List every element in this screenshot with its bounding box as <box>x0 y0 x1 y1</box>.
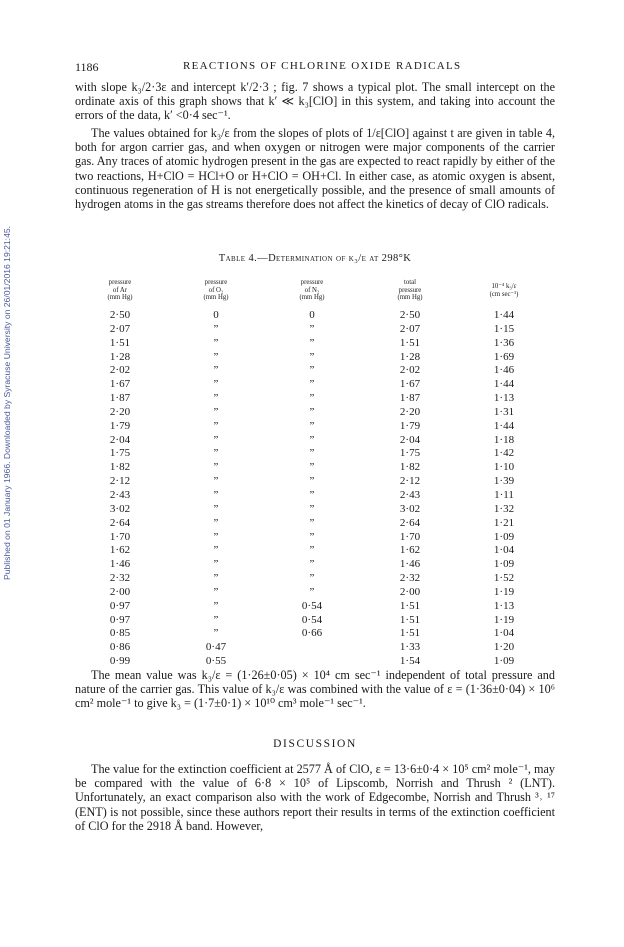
column-n2 <box>282 309 342 669</box>
table-cell: 1·15 <box>493 322 515 335</box>
table-cell: ” <box>309 350 315 363</box>
table-cell: 1·44 <box>493 378 515 391</box>
table-cell: 0·86 <box>109 641 131 654</box>
table-cell: 1·62 <box>399 544 421 557</box>
table-cell: 1·19 <box>493 585 515 598</box>
table-cell: 1·28 <box>399 350 421 363</box>
table-cell: 1·70 <box>109 530 131 543</box>
table-cell: ” <box>213 530 219 543</box>
table-cell: 1·28 <box>109 350 131 363</box>
table-cell: 2·00 <box>399 585 421 598</box>
paragraph-intro: with slope k₃/2·3ε and intercept k′/2·3 ; fig. 7 shows a typical plot. The small intercept on the ordinate axis of this graph shows that k′ ≪ k₃[ClO] in this system, and taking into account the errors of the data, k′ <0·4 sec⁻¹. <box>75 80 555 123</box>
table-cell: ” <box>213 475 219 488</box>
table-cell: 1·18 <box>493 433 515 446</box>
table-cell: 2·43 <box>109 488 131 501</box>
table-cell: 2·20 <box>109 405 131 418</box>
table-cell: ” <box>213 405 219 418</box>
table-cell: 1·67 <box>109 378 131 391</box>
table-cell: 1·44 <box>493 419 515 432</box>
table-caption-title: —Determination of k₃/ε at 298°K <box>257 253 412 264</box>
page-header <box>75 60 555 76</box>
table-cell: 1·04 <box>493 544 515 557</box>
column-o2 <box>186 309 246 669</box>
table-cell: 1·20 <box>493 641 515 654</box>
table-cell: 1·79 <box>109 419 131 432</box>
table-cell: 1·09 <box>493 530 515 543</box>
table-cell: 1·39 <box>493 475 515 488</box>
table-cell: 1·70 <box>399 530 421 543</box>
table-cell: 1·33 <box>399 641 421 654</box>
table-cell: 0·47 <box>205 641 227 654</box>
table-cell: ” <box>309 516 315 529</box>
table-cell: ” <box>213 488 219 501</box>
table-cell: 0·55 <box>205 655 227 668</box>
table-cell: ” <box>309 572 315 585</box>
table-cell: ” <box>213 516 219 529</box>
table-cell: 2·50 <box>399 309 421 321</box>
table-cell: ” <box>213 585 219 598</box>
table-cell: 1·51 <box>399 627 421 640</box>
table-cell: 1·51 <box>399 613 421 626</box>
table-cell: ” <box>213 322 219 335</box>
table-cell: 1·36 <box>493 336 515 349</box>
table-cell: 2·02 <box>109 364 131 377</box>
table-cell: 2·12 <box>399 475 421 488</box>
table-cell: 0 <box>213 309 219 321</box>
table-cell: ” <box>309 585 315 598</box>
table-cell: ” <box>213 558 219 571</box>
table-cell: 1·75 <box>109 447 131 460</box>
table-cell: 1·21 <box>493 516 515 529</box>
table-cell: ” <box>309 392 315 405</box>
table-cell: ” <box>309 447 315 460</box>
table-cell: 1·87 <box>109 392 131 405</box>
table-cell: ” <box>309 378 315 391</box>
header-o2: pressure of O₂ (mm Hg) <box>203 279 229 302</box>
table-cell: 1·69 <box>493 350 515 363</box>
table-cell: ” <box>213 627 219 640</box>
table-cell: 2·32 <box>109 572 131 585</box>
table-cell: 1·13 <box>493 599 515 612</box>
paragraph-discussion: The value for the extinction coefficient at 2577 Å of ClO, ε = 13·6±0·4 × 10⁵ cm² mole⁻¹, may be compared with the value of 6·8 × 10⁵ of Lipscomb, Norrish and Thrush ² (LNT). Unfortunately, an exact comparison also with the work of Edgecombe, Norrish and Thrush ³˒ ¹⁷ (ENT) is not possible, since these authors report their results in terms of the extinction coefficient of ClO for the 2918 Å band. However, <box>75 762 555 833</box>
table-cell <box>282 641 342 655</box>
table-cell: 2·04 <box>399 433 421 446</box>
table-cell: ” <box>309 544 315 557</box>
table-cell: ” <box>213 599 219 612</box>
table-cell: 1·09 <box>493 655 515 668</box>
header-rate: 10⁻⁴ k₃/ε (cm sec⁻¹) <box>489 283 519 298</box>
table-cell: 0·66 <box>301 627 323 640</box>
table-cell: 1·19 <box>493 613 515 626</box>
table-cell: 2·50 <box>109 309 131 321</box>
table-cell: ” <box>309 488 315 501</box>
table-cell: ” <box>213 433 219 446</box>
table-cell: 0 <box>309 309 315 321</box>
table-cell: 2·20 <box>399 405 421 418</box>
table-cell: ” <box>213 544 219 557</box>
header-n2: pressure of N₂ (mm Hg) <box>299 279 325 302</box>
table-cell: 1·51 <box>399 336 421 349</box>
table-cell: 1·51 <box>399 599 421 612</box>
table-cell: 1·44 <box>493 309 515 321</box>
table-cell: ” <box>309 364 315 377</box>
table-cell: ” <box>213 502 219 515</box>
table-cell <box>282 655 342 669</box>
table-cell: 2·12 <box>109 475 131 488</box>
table-cell: ” <box>213 447 219 460</box>
table-cell: 1·75 <box>399 447 421 460</box>
column-rate <box>474 309 534 669</box>
table-cell: 1·82 <box>109 461 131 474</box>
table-cell: ” <box>309 502 315 515</box>
table-cell: ” <box>213 364 219 377</box>
table-cell: 1·46 <box>493 364 515 377</box>
table-cell: ” <box>309 558 315 571</box>
header-total: total pressure (mm Hg) <box>397 279 423 302</box>
table-cell: 3·02 <box>399 502 421 515</box>
table-cell: ” <box>213 419 219 432</box>
table-cell: ” <box>213 613 219 626</box>
table-cell: 2·00 <box>109 585 131 598</box>
table-cell: ” <box>309 461 315 474</box>
table-cell: 1·52 <box>493 572 515 585</box>
table-cell: 1·31 <box>493 405 515 418</box>
header-ar: pressure of Ar (mm Hg) <box>107 279 133 302</box>
column-total <box>380 309 440 669</box>
table-cell: 1·32 <box>493 502 515 515</box>
table-cell: 1·13 <box>493 392 515 405</box>
table-cell: 2·07 <box>399 322 421 335</box>
table-cell: 1·87 <box>399 392 421 405</box>
table-cell: 0·85 <box>109 627 131 640</box>
running-title: REACTIONS OF CHLORINE OXIDE RADICALS <box>183 60 462 72</box>
table-cell: 1·51 <box>109 336 131 349</box>
table-cell: ” <box>309 530 315 543</box>
table-cell: ” <box>213 350 219 363</box>
table-cell: 2·64 <box>399 516 421 529</box>
section-heading: DISCUSSION <box>273 738 357 750</box>
table-cell: 2·32 <box>399 572 421 585</box>
paragraph-table-description: The values obtained for k₃/ε from the slopes of plots of 1/ε[ClO] against t are given in table 4, both for argon carrier gas, and when oxygen or nitrogen were major components of the carrier gas. Any traces of atomic hydrogen present in the gas are expected to react rapidly by either of the two reactions, H+ClO = HCl+O or H+ClO = OH+Cl. In either case, as atomic oxygen is absent, continuous regeneration of H is not energetically possible, and the presence of small amounts of hydrogen atoms in the gas streams therefore does not affect the kinetics of decay of ClO radicals. <box>75 126 555 212</box>
table-cell: 1·46 <box>109 558 131 571</box>
table-cell: ” <box>309 322 315 335</box>
table-cell: ” <box>309 419 315 432</box>
table-cell: 1·09 <box>493 558 515 571</box>
table-cell: 0·97 <box>109 613 131 626</box>
table-cell: 0·54 <box>301 613 323 626</box>
table-cell: 2·04 <box>109 433 131 446</box>
table-cell: 1·10 <box>493 461 515 474</box>
table-cell: ” <box>213 336 219 349</box>
table-cell: ” <box>309 433 315 446</box>
column-ar <box>90 309 150 669</box>
table-caption-label: Table 4. <box>218 253 258 264</box>
table-cell: 1·54 <box>399 655 421 668</box>
table-cell: 0·54 <box>301 599 323 612</box>
table-cell: 2·64 <box>109 516 131 529</box>
table-cell: 1·62 <box>109 544 131 557</box>
download-notice: Published on 01 January 1966. Downloaded by Syracuse University on 26/01/2016 19:21:45. <box>2 225 12 580</box>
table-cell: 1·79 <box>399 419 421 432</box>
table-cell: 0·99 <box>109 655 131 668</box>
table-cell: 2·07 <box>109 322 131 335</box>
paragraph-mean-value: The mean value was k₃/ε = (1·26±0·05) × 10⁴ cm sec⁻¹ independent of total pressure and nature of the carrier gas. This value of k₃/ε was combined with the value of ε = (1·36±0·04) × 10⁶ cm² mole⁻¹ to give k₃ = (1·7±0·1) × 10¹⁰ cm³ mole⁻¹ sec⁻¹. <box>75 668 555 711</box>
table-cell: ” <box>213 378 219 391</box>
table-cell: ” <box>309 336 315 349</box>
table-cell: ” <box>309 405 315 418</box>
table-cell: ” <box>213 572 219 585</box>
table-cell: 1·04 <box>493 627 515 640</box>
table-cell: 1·11 <box>494 488 514 501</box>
page-number: 1186 <box>75 60 99 74</box>
table-cell: 3·02 <box>109 502 131 515</box>
table-cell: ” <box>213 461 219 474</box>
table-cell: ” <box>309 475 315 488</box>
table-cell: 1·42 <box>493 447 515 460</box>
table-cell: 1·67 <box>399 378 421 391</box>
table-cell: 1·46 <box>399 558 421 571</box>
table-cell: 2·43 <box>399 488 421 501</box>
table-cell: 0·97 <box>109 599 131 612</box>
table-cell: 2·02 <box>399 364 421 377</box>
table-cell: 1·82 <box>399 461 421 474</box>
table-caption <box>75 253 555 264</box>
table-cell: ” <box>213 392 219 405</box>
